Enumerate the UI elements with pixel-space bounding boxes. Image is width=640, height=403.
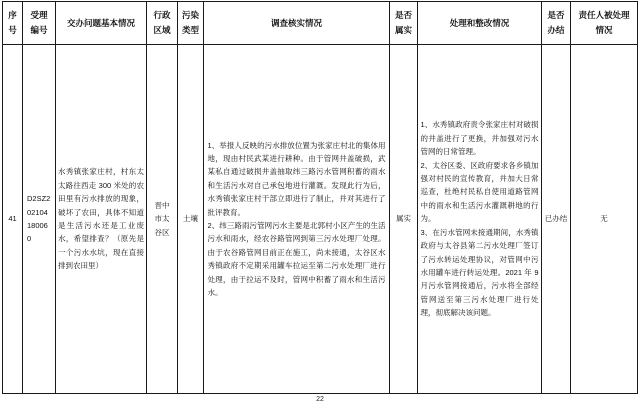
cell-handling (418, 45, 542, 394)
cell-seq: 41 (3, 45, 23, 394)
cell-case-no (23, 45, 56, 394)
cell-verified: 属实 (390, 45, 418, 394)
header-label: 是否 (547, 10, 565, 20)
header-issue (56, 2, 147, 45)
cell-region (147, 45, 178, 394)
header-label: 行政 (153, 10, 171, 20)
header-label: 调查核实情况 (270, 17, 322, 28)
cell-pollution-type: 土壤 (178, 45, 204, 394)
header-closed (542, 2, 571, 45)
header-label: 号 (8, 25, 17, 35)
investigation-paragraph: 1、举报人反映的污水排放位置为张家庄村北的集体用地，现由村民武某进行耕种。由于管网井盖破损，武某私自通过破损井盖抽取纬三路污水管网积蓄的雨水和生活污水对自己承包地进行灌溉。发现此行为后，水秀镇张家庄村干部立即进行了制止，并对其进行了批评教育。 (207, 140, 386, 217)
header-accountability (571, 2, 638, 45)
cell-investigation (204, 45, 390, 394)
header-label: 是否 (394, 10, 412, 20)
investigation-paragraph: 2、纬三路雨污管网污水主要是北郭村小区产生的生活污水和雨水，经农谷路管网到第三污水处理厂处理。由于农谷路管网目前正在施工，尚未接通，太谷区水秀镇政府不定期采用罐车拉运至第二污水处理厂进行处理，由于拉运不及时，管网中积蓄了雨水和生活污水。 (207, 221, 386, 298)
header-seq (3, 2, 23, 45)
cell-accountability: 无 (571, 45, 638, 394)
cell-closed: 已办结 (542, 45, 571, 394)
header-label: 办结 (547, 25, 565, 35)
header-label: 处理和整改情况 (449, 17, 510, 28)
header-label: 属实 (394, 25, 412, 35)
header-row (3, 2, 638, 45)
region-name: 晋中市太谷区 (154, 200, 170, 237)
header-label: 区域 (153, 25, 171, 35)
table-body (3, 45, 638, 394)
header-label: 责任人被处理 (578, 10, 630, 20)
table-row (3, 45, 638, 394)
header-investigation (204, 2, 390, 45)
header-label: 污染 (181, 10, 199, 20)
handling-paragraph: 3、在污水管网未接通期间，水秀镇政府与太谷县第二污水处理厂签订了污水转运处理协议，对管网中污水用罐车进行转运处理。2021 年 9 月污水管网接通后，污水将全部经管网送至第三污水处理厂进行处理，彻底解决该问题。 (420, 227, 539, 318)
header-handling (418, 2, 542, 45)
header-pollution-type (178, 2, 204, 45)
header-label: 类型 (181, 25, 199, 35)
cell-issue: 水秀镇张家庄村，村东太太路往西走 300 米处的农田里有污水排放的现象，破坏了农田，具体不知道是生活污水还是工业废水，希望排查？（原先是一个污水水坑，现在直接排到农田里） (56, 45, 147, 394)
complaint-handling-table (2, 1, 638, 394)
header-label: 编号 (30, 25, 48, 35)
handling-paragraph: 1、水秀镇政府责令张家庄村对破损的井盖进行了更换，并加强对污水管网的日常管理。 (420, 120, 539, 157)
header-label: 交办问题基本情况 (66, 17, 135, 28)
case-number: D2SZ202104180060 (27, 194, 51, 244)
header-label: 序 (8, 10, 17, 20)
header-case-no (23, 2, 56, 45)
header-region (147, 2, 178, 45)
header-label: 受理 (30, 10, 48, 20)
page-number: 22 (316, 396, 324, 403)
header-verified (390, 2, 418, 45)
handling-paragraph: 2、太谷区委、区政府要求各乡镇加强对村民的宣传教育，并加大日常巡查，杜绝村民私自使用道路管网中的雨水和生活污水灌溉耕地的行为。 (420, 160, 539, 224)
table-header (3, 2, 638, 45)
header-label: 情况 (595, 25, 613, 35)
